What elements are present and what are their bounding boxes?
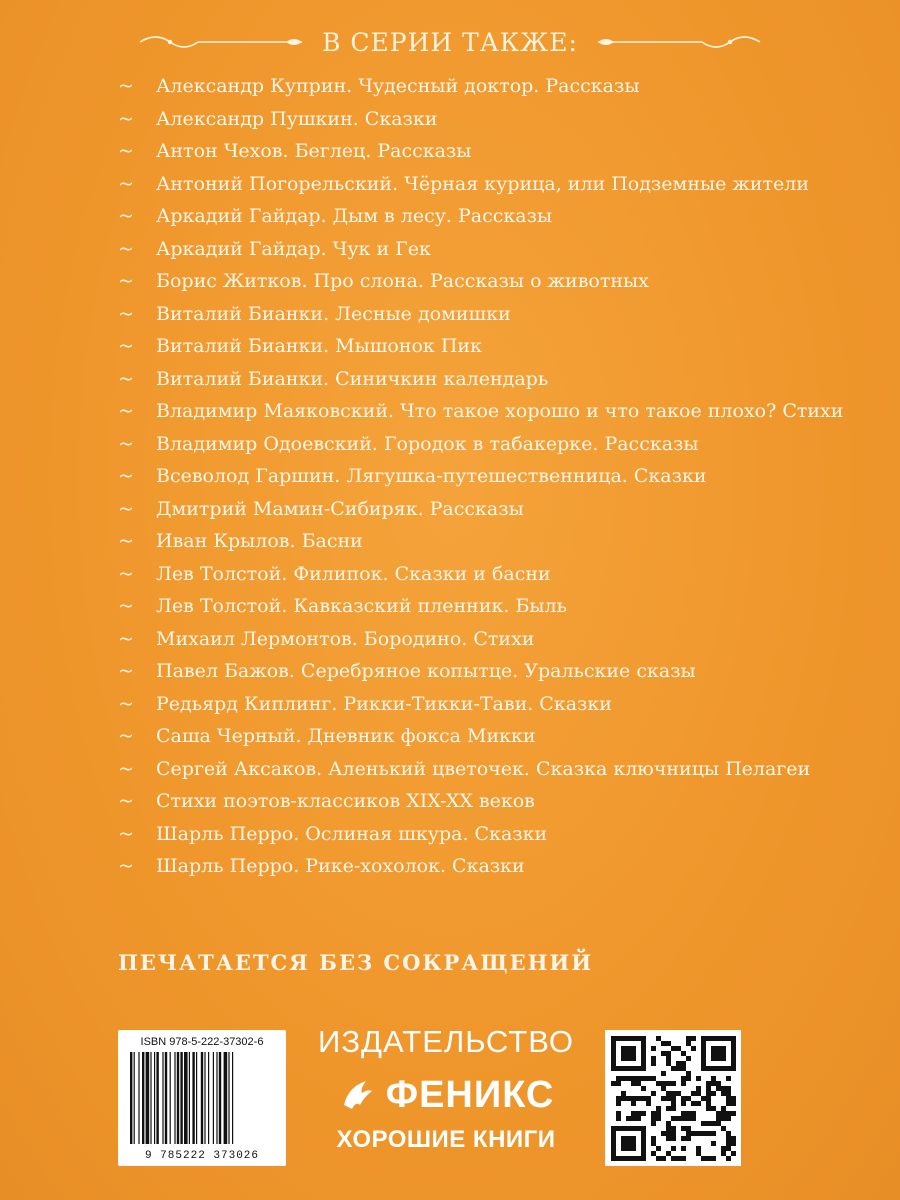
book-title: Всеволод Гаршин. Лягушка-путешественница. Сказки	[156, 465, 707, 487]
book-title: Владимир Одоевский. Городок в табакерке. Рассказы	[156, 432, 699, 455]
book-list-item	[118, 70, 878, 103]
book-title: Лев Толстой. Кавказский пленник. Быль	[156, 595, 567, 617]
book-title: Саша Черный. Дневник фокса Микки	[156, 725, 536, 747]
book-title: Павел Бажов. Серебряное копытце. Уральские сказы	[156, 660, 696, 682]
book-list-item	[118, 558, 878, 591]
book-title: Александр Пушкин. Сказки	[156, 107, 438, 130]
book-list-item	[118, 688, 878, 721]
isbn-label: ISBN 978-5-222-37302-6	[140, 1036, 264, 1048]
book-title: Антоний Погорельский. Чёрная курица, или Подземные жители	[156, 172, 810, 195]
unabridged-notice: ПЕЧАТАЕТСЯ БЕЗ СОКРАЩЕНИЙ	[118, 950, 594, 975]
book-list-item	[118, 298, 878, 331]
publisher-name: ФЕНИКС	[385, 1073, 555, 1116]
book-title: Антон Чехов. Беглец. Рассказы	[156, 140, 472, 162]
book-list-item	[118, 200, 878, 233]
qr-code-icon	[605, 1030, 741, 1166]
list-marker: ~	[118, 107, 134, 130]
book-list-item	[118, 363, 878, 396]
list-marker: ~	[118, 757, 134, 780]
book-list-item	[118, 233, 878, 266]
list-marker: ~	[118, 595, 134, 617]
series-title: В СЕРИИ ТАКЖЕ:	[322, 27, 578, 57]
book-list-item	[118, 493, 878, 526]
book-title: Иван Крылов. Басни	[156, 530, 363, 552]
book-list-item	[118, 135, 878, 168]
book-list-item	[118, 623, 878, 656]
book-list-item	[118, 428, 878, 461]
list-marker: ~	[118, 367, 134, 390]
publisher-block	[300, 1024, 592, 1168]
barcode	[118, 1030, 286, 1166]
list-marker: ~	[118, 140, 134, 162]
list-marker: ~	[118, 725, 134, 747]
series-header	[0, 22, 900, 62]
publisher-slogan: ХОРОШИЕ КНИГИ	[336, 1126, 556, 1153]
book-title: Сергей Аксаков. Аленький цветочек. Сказка ключницы Пелагеи	[156, 757, 811, 780]
book-list-item	[118, 265, 878, 298]
list-marker: ~	[118, 497, 134, 520]
book-title: Виталий Бианки. Мышонок Пик	[156, 335, 482, 357]
book-title: Лев Толстой. Филипок. Сказки и басни	[156, 562, 551, 585]
list-marker: ~	[118, 302, 134, 325]
list-marker: ~	[118, 75, 134, 97]
book-title: Михаил Лермонтов. Бородино. Стихи	[156, 627, 535, 650]
list-marker: ~	[118, 530, 134, 552]
book-list-item	[118, 720, 878, 753]
book-list-item	[118, 785, 878, 818]
book-list-item	[118, 753, 878, 786]
list-marker: ~	[118, 790, 134, 812]
book-title: Стихи поэтов-классиков XIX-XX веков	[156, 790, 535, 812]
publisher-label: ИЗДАТЕЛЬСТВО	[318, 1024, 574, 1059]
book-list	[118, 70, 878, 883]
book-list-item	[118, 850, 878, 883]
book-title: Дмитрий Мамин-Сибиряк. Рассказы	[156, 497, 524, 520]
book-list-item	[118, 395, 878, 428]
list-marker: ~	[118, 562, 134, 585]
list-marker: ~	[118, 237, 134, 260]
book-title: Владимир Маяковский. Что такое хорошо и что такое плохо? Стихи	[156, 400, 844, 422]
book-title: Виталий Бианки. Синичкин календарь	[156, 367, 549, 390]
list-marker: ~	[118, 205, 134, 227]
book-list-item	[118, 590, 878, 623]
book-title: Аркадий Гайдар. Чук и Гек	[156, 237, 431, 260]
list-marker: ~	[118, 335, 134, 357]
list-marker: ~	[118, 270, 134, 292]
book-title: Шарль Перро. Ослиная шкура. Сказки	[156, 822, 548, 845]
list-marker: ~	[118, 660, 134, 682]
book-title: Александр Куприн. Чудесный доктор. Рассказы	[156, 75, 640, 97]
list-marker: ~	[118, 400, 134, 422]
publisher-name-row	[300, 1072, 592, 1118]
book-title: Редьярд Киплинг. Рикки-Тикки-Тави. Сказки	[156, 692, 612, 715]
book-list-item	[118, 525, 878, 558]
list-marker: ~	[118, 465, 134, 487]
book-list-item	[118, 655, 878, 688]
book-list-item	[118, 460, 878, 493]
book-title: Шарль Перро. Рике-хохолок. Сказки	[156, 855, 525, 877]
book-list-item	[118, 103, 878, 136]
right-flourish-icon	[594, 30, 764, 54]
barcode-bars-icon	[128, 1052, 276, 1144]
left-flourish-icon	[136, 30, 306, 54]
book-list-item	[118, 818, 878, 851]
book-list-item	[118, 330, 878, 363]
list-marker: ~	[118, 627, 134, 650]
book-title: Аркадий Гайдар. Дым в лесу. Рассказы	[156, 205, 553, 227]
list-marker: ~	[118, 692, 134, 715]
phoenix-logo-icon	[338, 1075, 378, 1115]
ean-number: 9 785222 373026	[144, 1150, 260, 1162]
list-marker: ~	[118, 855, 134, 877]
list-marker: ~	[118, 432, 134, 455]
list-marker: ~	[118, 822, 134, 845]
book-title: Борис Житков. Про слона. Рассказы о животных	[156, 270, 649, 292]
list-marker: ~	[118, 172, 134, 195]
book-title: Виталий Бианки. Лесные домишки	[156, 302, 511, 325]
book-list-item	[118, 168, 878, 201]
